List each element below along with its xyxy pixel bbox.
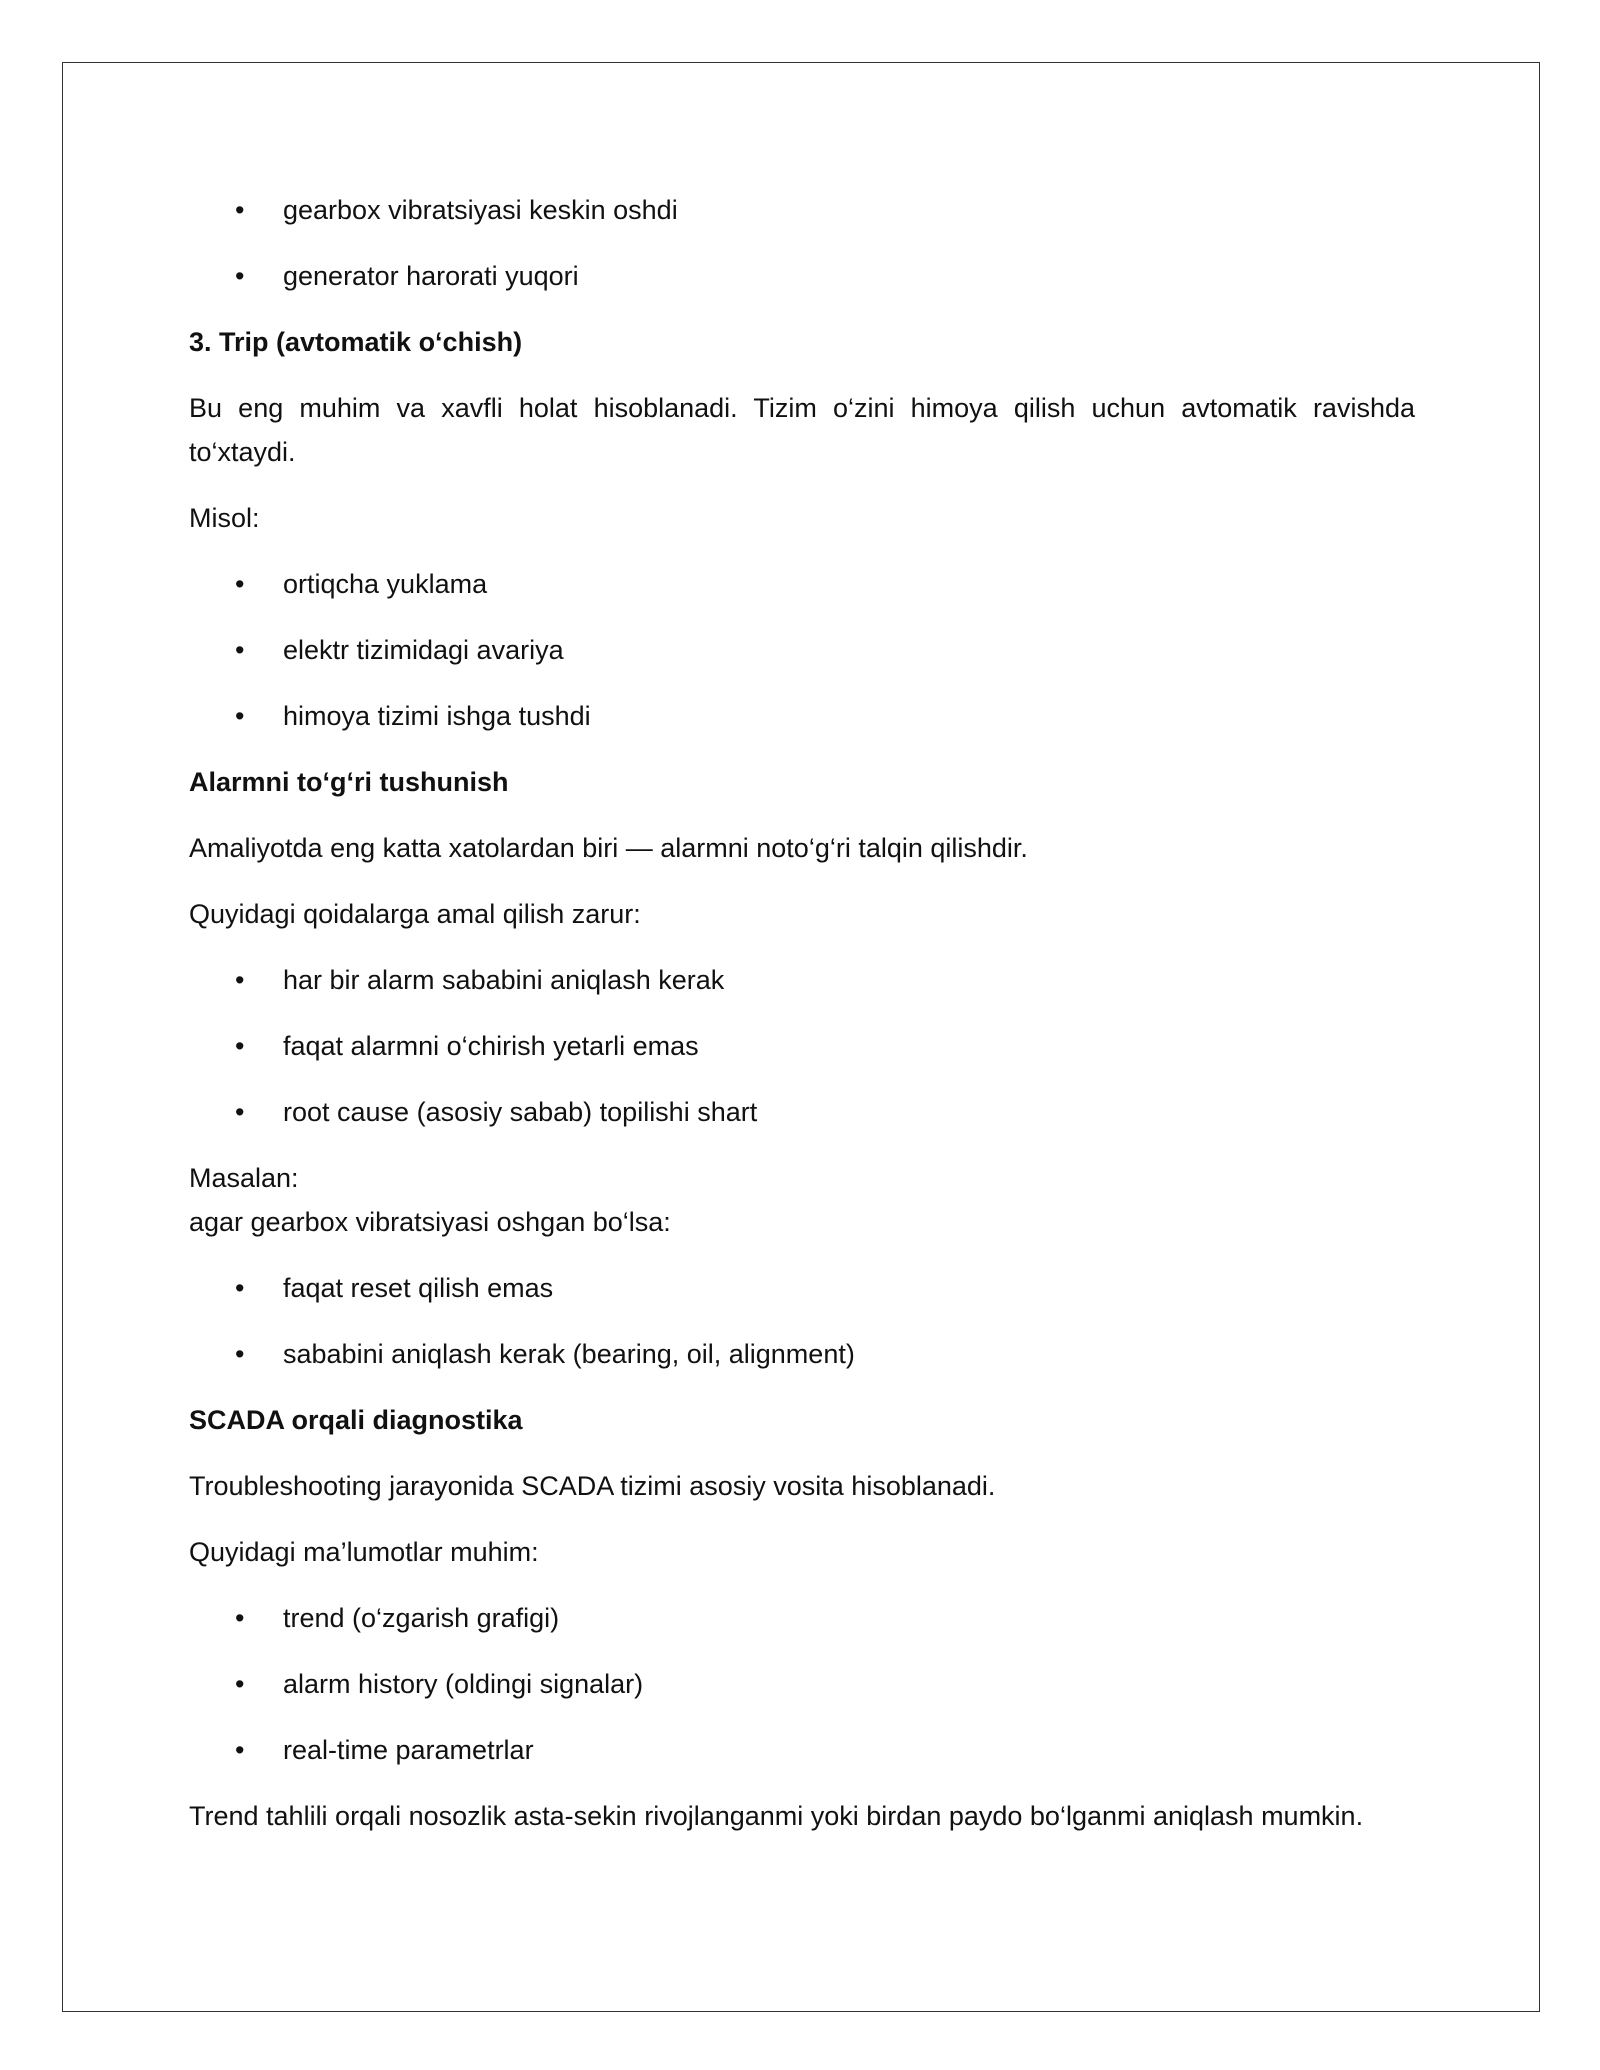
list-symptoms xyxy=(189,188,1415,298)
bullet-icon: • xyxy=(235,261,245,291)
list-item xyxy=(189,188,1415,232)
list-item-text: root cause (asosiy sabab) topilishi shart xyxy=(283,1097,758,1127)
list-item xyxy=(189,1332,1415,1376)
list-item-text: alarm history (oldingi signalar) xyxy=(283,1669,644,1699)
list-item xyxy=(189,254,1415,298)
list-item-text: real-time parametrlar xyxy=(283,1735,534,1765)
paragraph-alarm: Amaliyotda eng katta xatolardan biri — alarmni noto‘g‘ri talqin qilishdir. xyxy=(189,833,1028,863)
bullet-icon: • xyxy=(235,965,245,995)
bullet-icon: • xyxy=(235,1669,245,1699)
paragraph-gearbox: agar gearbox vibratsiyasi oshgan bo‘lsa: xyxy=(189,1207,671,1237)
bullet-icon: • xyxy=(235,195,245,225)
list-item-text: har bir alarm sababini aniqlash kerak xyxy=(283,965,725,995)
bullet-icon: • xyxy=(235,569,245,599)
list-item-text: trend (o‘zgarish grafigi) xyxy=(283,1603,560,1633)
bullet-icon: • xyxy=(235,635,245,665)
paragraph-masalan: Masalan: xyxy=(189,1163,299,1193)
bullet-icon: • xyxy=(235,1603,245,1633)
list-item xyxy=(189,1090,1415,1134)
bullet-icon: • xyxy=(235,1031,245,1061)
list-scada-data xyxy=(189,1596,1415,1772)
document-body xyxy=(189,188,1415,1860)
list-item-text: faqat alarmni o‘chirish yetarli emas xyxy=(283,1031,699,1061)
list-item-text: faqat reset qilish emas xyxy=(283,1273,554,1303)
heading-trip: 3. Trip (avtomatik o‘chish) xyxy=(189,327,523,357)
list-item-text: sababini aniqlash kerak (bearing, oil, alignment) xyxy=(283,1339,855,1369)
list-item xyxy=(189,1728,1415,1772)
list-item xyxy=(189,1596,1415,1640)
list-item xyxy=(189,694,1415,738)
bullet-icon: • xyxy=(235,1339,245,1369)
list-item xyxy=(189,1024,1415,1068)
paragraph-scada: Troubleshooting jarayonida SCADA tizimi asosiy vosita hisoblanadi. xyxy=(189,1471,996,1501)
list-item-text: generator harorati yuqori xyxy=(283,261,579,291)
heading-alarm: Alarmni to‘g‘ri tushunish xyxy=(189,767,509,797)
paragraph-data: Quyidagi ma’lumotlar muhim: xyxy=(189,1537,539,1567)
list-item-text: elektr tizimidagi avariya xyxy=(283,635,564,665)
paragraph-trend: Trend tahlili orqali nosozlik asta-sekin rivojlanganmi yoki birdan paydo bo‘lganmi aniqlash mumkin. xyxy=(189,1801,1364,1831)
list-item-text: himoya tizimi ishga tushdi xyxy=(283,701,591,731)
list-trip-examples xyxy=(189,562,1415,738)
heading-scada: SCADA orqali diagnostika xyxy=(189,1405,523,1435)
bullet-icon: • xyxy=(235,701,245,731)
paragraph-rules: Quyidagi qoidalarga amal qilish zarur: xyxy=(189,899,641,929)
list-gearbox xyxy=(189,1266,1415,1376)
list-item xyxy=(189,1662,1415,1706)
list-item-text: gearbox vibratsiyasi keskin oshdi xyxy=(283,195,678,225)
list-item xyxy=(189,1266,1415,1310)
bullet-icon: • xyxy=(235,1735,245,1765)
bullet-icon: • xyxy=(235,1273,245,1303)
paragraph-misol: Misol: xyxy=(189,503,260,533)
list-item xyxy=(189,958,1415,1002)
list-item xyxy=(189,562,1415,606)
list-item xyxy=(189,628,1415,672)
list-rules xyxy=(189,958,1415,1134)
paragraph-trip: Bu eng muhim va xavfli holat hisoblanadi. Tizim o‘zini himoya qilish uchun avtomatik ravishda to‘xtaydi. xyxy=(189,393,1415,467)
bullet-icon: • xyxy=(235,1097,245,1127)
list-item-text: ortiqcha yuklama xyxy=(283,569,488,599)
